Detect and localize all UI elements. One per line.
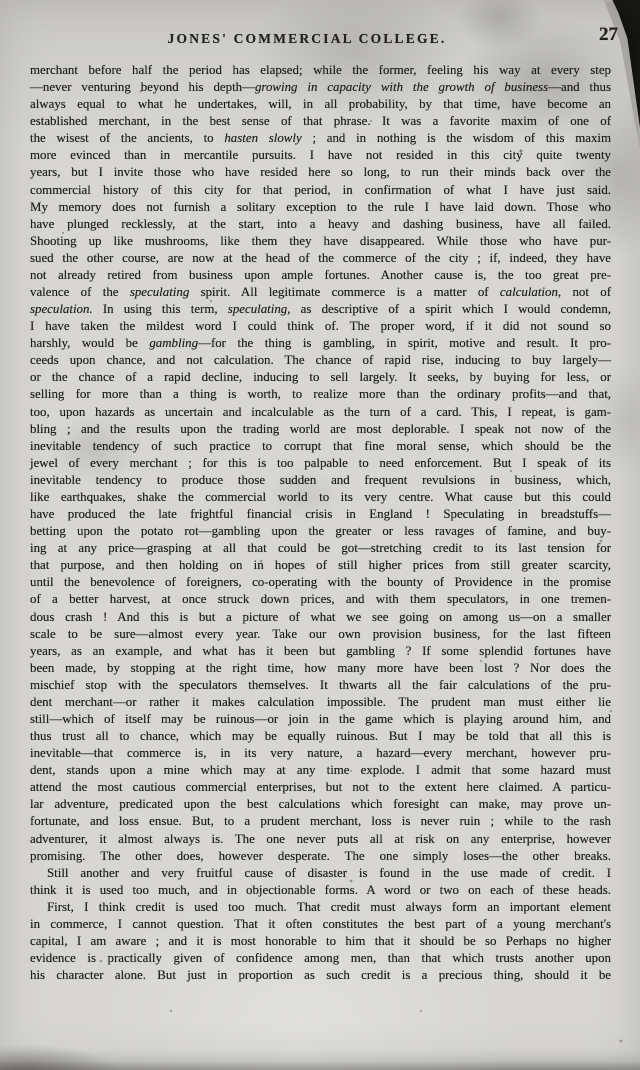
text-segment: thus trust all to chance, which may be equally ruinous. But I may be told that all this is [30,729,611,744]
text-segment: dent, stands upon a mine which may at any time explode. I admit that some hazard must [30,763,611,778]
text-segment: think it is used too much, and in objectionable forms. A word or two on each of these heads. [30,882,611,897]
text-segment: lar adventure, predicated upon the best calculations which foresight can make, may prove un- [30,797,611,812]
text-line [30,472,611,489]
text-segment: —and thus [548,80,611,95]
text-line [30,609,611,626]
text-segment: inevitable—that commerce is, in its very nature, a hazard—every merchant, however pru- [30,746,611,761]
text-segment: dous crash ! And this is but a picture of what we see going on among us—on a smaller [30,609,611,624]
text-segment: established merchant, in the best sense of that phrase. It was a favorite maxim of one of [30,114,611,129]
page-number: 27 [599,24,618,45]
text-line [30,199,611,216]
text-line [30,591,611,608]
text-line [30,421,611,438]
text-segment: betting upon the potato rot—gambling upon the greater or less ravages of famine, and buy- [30,524,611,539]
text-segment: more evinced than in mercantile pursuits. I have not resided in this city quite twenty [30,148,611,163]
text-segment: spirit. All legitimate commerce is a matter of [189,285,500,300]
text-segment: —for the thing is gambling, in spirit, motive and result. It pro- [198,336,611,351]
italic-text-segment: speculating, [227,302,291,317]
text-segment: like earthquakes, shake the commercial world to its very centre. What cause but this could [30,489,611,504]
text-segment: always equal to what he undertakes, will, in all probability, by that time, have become an [30,97,611,112]
text-segment: ceeds upon chance, and not calculation. The chance of rapid rise, inducing to buy largely— [30,353,611,368]
text-line [30,386,611,403]
text-line [30,762,611,779]
text-segment: adventurer, it almost always is. The one never puts all at risk on any enterprise, however [30,831,611,846]
text-segment: scale to be sure—almost every year. Take our own provision business, for the last fifteen [30,626,611,641]
text-segment: years, as an example, and what has it been but gambling ? If some splendid fortunes have [30,643,611,658]
text-line [30,677,611,694]
text-segment: Still another and very fruitful cause of disaster is found in the use made of credit. I [47,865,611,880]
text-segment: bling ; and the results upon the trading world are most deplorable. I speak not now of the [30,421,611,436]
italic-text-segment: hasten slowly [224,131,302,146]
text-line [30,865,611,882]
text-line [30,882,611,899]
running-title: JONES' COMMERCIAL COLLEGE. [167,31,447,46]
text-segment: in commerce, I cannot question. That it often constitutes the best part of a young merchant's [30,916,611,931]
text-segment: , not of [557,285,611,300]
text-segment: merchant before half the period has elapsed; while the former, feeling his way at every step [30,63,611,77]
text-line [30,796,611,813]
text-segment: In using this term, [92,302,228,317]
text-line [30,369,611,386]
text-line [30,831,611,848]
italic-text-segment: growing in capacity with the growth of business [254,80,549,95]
page-header [0,0,640,56]
text-line [30,352,611,369]
text-line [30,557,611,574]
text-line [30,813,611,830]
text-line [30,694,611,711]
italic-text-segment: speculation. [30,302,93,317]
text-line [30,626,611,643]
text-line [30,967,611,984]
text-line [30,404,611,421]
text-line [30,438,611,455]
text-line [30,216,611,233]
text-line [30,848,611,865]
text-line [30,745,611,762]
text-line [30,523,611,540]
text-line [30,933,611,950]
text-line [30,335,611,352]
text-segment: not already retired from business upon ample fortunes. Another cause is, the too great pre- [30,267,611,282]
text-line [30,130,611,147]
text-line [30,899,611,916]
text-segment: mischief stop with the speculators themselves. It thwarts all the fair calculations of the pru- [30,677,611,692]
text-line [30,301,611,318]
text-line [30,711,611,728]
text-line [30,950,611,967]
text-segment: harshly, would be [30,336,150,351]
text-segment: valence of the [30,285,130,300]
text-segment: ing at any price—grasping at all that could be got—stretching credit to its last tension for [30,541,611,556]
text-line [30,489,611,506]
text-segment: inevitable tendency of such practice to corrupt that fine moral sense, which should be the [30,438,611,453]
text-segment: Shooting up like mushrooms, like them they have disappeared. While those who have pur- [30,233,611,248]
text-line [30,506,611,523]
text-line [30,250,611,267]
text-line [30,96,611,113]
text-line [30,318,611,335]
text-segment: dent merchant—or rather it makes calculation impossible. The prudent man must either lie [30,694,611,709]
text-segment: until the benevolence of foreigners, co-operating with the bounty of Providence in the promise [30,575,611,590]
italic-text-segment: calculation [499,285,558,300]
text-segment: capital, I am aware ; and it is most honorable to him that it should be so Perhaps no higher [30,933,611,948]
text-line [30,182,611,199]
text-segment: sued the other course, are now at the head of the commerce of the city ; if, indeed, they have [30,250,611,265]
text-segment: jewel of every merchant ; for this is too palpable to need enforcement. But I speak of its [30,455,611,470]
text-segment: attend the most cautious commercial enterprises, but not to the extent here claimed. A particu- [30,780,611,795]
text-line [30,164,611,181]
text-segment: selling for more than a thing is worth, to realize more than the ordinary profits—and that, [30,387,611,402]
text-line [30,779,611,796]
text-segment: ; and in nothing is the wisdom of this maxim [301,131,611,146]
text-line [30,147,611,164]
text-line [30,113,611,130]
text-segment: —never venturing beyond his depth— [30,80,255,95]
text-segment: the wisest of the ancients, to [30,131,225,146]
text-segment: I have taken the mildest word I could think of. The proper word, if it did not sound so [30,319,611,334]
text-line [30,455,611,472]
text-segment: First, I think credit is used too much. That credit must always form an important element [47,899,611,914]
body-text [30,62,611,984]
text-segment: evidence is practically given of confidence among men, than that which trusts another upon [30,951,611,966]
text-line [30,233,611,250]
text-segment: promising. The other does, however desperate. The one simply loses—the other breaks. [30,848,611,863]
text-segment: that purpose, and then holding on in hopes of still higher prices from still greater scarcity, [30,558,611,573]
text-segment: or the chance of a rapid decline, inducing to sell largely. It seeks, by buying for less, or [30,370,611,385]
text-segment: of a better harvest, at once struck down prices, and with them speculators, in one tremen- [30,592,611,607]
text-segment: have plunged recklessly, at the start, into a heavy and dashing business, have all failed. [30,216,611,231]
text-segment: too, upon hazards as uncertain and incalculable as the turn of a card. This, I repeat, is gam- [30,404,611,419]
italic-text-segment: gambling [149,336,199,351]
text-segment: commercial history of this city for that period, in confirmation of what I have just said. [30,182,611,197]
text-segment: as descriptive of a spirit which I would condemn, [290,302,611,317]
text-segment: My memory does not furnish a solitary exception to the rule I have laid down. Those who [30,199,611,214]
text-segment: his character alone. But just in proportion as such credit is a precious thing, should it be [30,968,611,983]
text-segment: inevitable tendency to produce those sudden and frequent revulsions in business, which, [30,472,611,487]
text-line [30,643,611,660]
text-line [30,574,611,591]
text-line [30,728,611,745]
text-line [30,267,611,284]
text-line [30,79,611,96]
text-segment: still—which of itself may be ruinous—or join in the game which is playing around him, and [30,711,611,726]
text-segment: years, but I invite those who have resided here so long, to run their minds back over the [30,165,611,180]
text-line [30,62,611,79]
text-segment: fortunate, and loss ensue. But, to a prudent merchant, loss is never ruin ; while to the rash [30,814,611,829]
text-line [30,284,611,301]
text-line [30,916,611,933]
italic-text-segment: speculating [129,285,190,300]
text-segment: have produced the late frightful financial crisis in England ! Speculating in breadstuffs— [30,507,611,522]
text-line [30,660,611,677]
text-segment: been made, by stopping at the right time, how many more have been lost ? Nor does the [30,660,611,675]
text-line [30,540,611,557]
